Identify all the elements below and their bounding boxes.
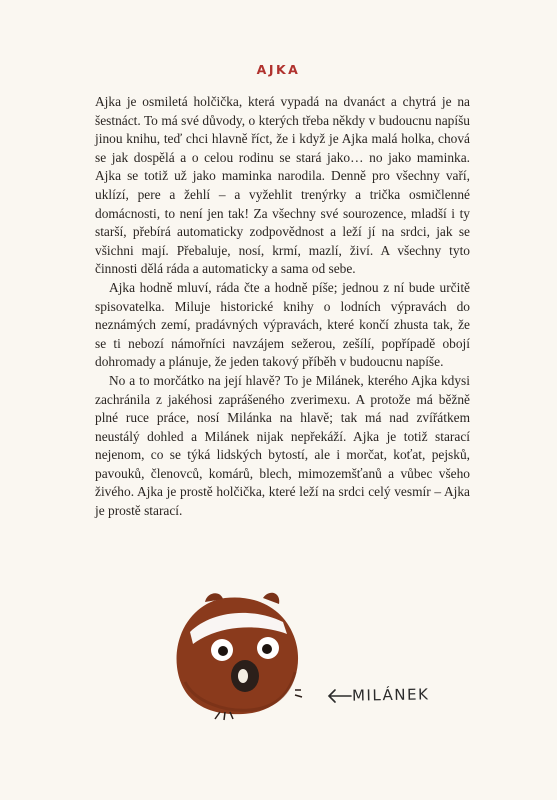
arrow-icon xyxy=(325,686,353,706)
paragraph-2: Ajka hodně mluví, ráda čte a hodně píše; jednou z ní bude určitě spisovatelka. Miluje historické knihy o lodních výpravách do neznámých zemí, pradávných výpravách, které končí zhusta tak, že se ti nebozí námořníci navzájem sežerou, zešílí, popřípadě obojí dohromady a plánuje, že jeden takový příběh v budoucnu napíše. xyxy=(95,279,470,370)
body-text xyxy=(95,93,470,521)
paragraph-3: No a to morčátko na její hlavě? To je Milánek, kterého Ajka kdysi zachránila z jakéhosi zaprášeného zverimexu. A protože má běžně plné ruce práce, nosí Milánka na hlavě; tak má nad zvířátkem neustálý dohled a Milánek nijak nepřekáží. Ajka je totiž starací nejenom, co se týká lidských bytostí, ale i morčat, koťat, pejsků, pavouků, členovců, komárů, blech, mimozemšťanů a vůbec všeho živého. Ajka je prostě holčička, které leží na srdci celý vesmír – Ajka je prostě starací. xyxy=(95,372,470,519)
guinea-pig-illustration xyxy=(165,572,325,722)
paragraph-1: Ajka je osmiletá holčička, která vypadá na dvanáct a chytrá je na šestnáct. To má své důvody, o kterých třeba někdy v budoucnu napíšu jinou knihu, teď chci hlavně říct, že i když je Ajka malá holka, chová se jak dospělá a o celou rodinu se stará jako… no jako maminka. Ajka se totiž už jako maminka narodila. Denně pro všechny vaří, uklízí, pere a žehlí – a vyžehlit trenýrky a trička osmičlenné domácnosti, to není jen tak! Za všechny své sourozence, mladší i ty starší, přebírá automaticky zodpovědnost a leží jí na srdci, jak se všichni mají. Přebaluje, nosí, krmí, mazlí, živí. A všechny tyto činnosti dělá ráda a automaticky a sama od sebe. xyxy=(95,94,470,277)
illustration-caption: MILÁNEK xyxy=(351,685,430,705)
chapter-title: AJKA xyxy=(256,62,301,77)
